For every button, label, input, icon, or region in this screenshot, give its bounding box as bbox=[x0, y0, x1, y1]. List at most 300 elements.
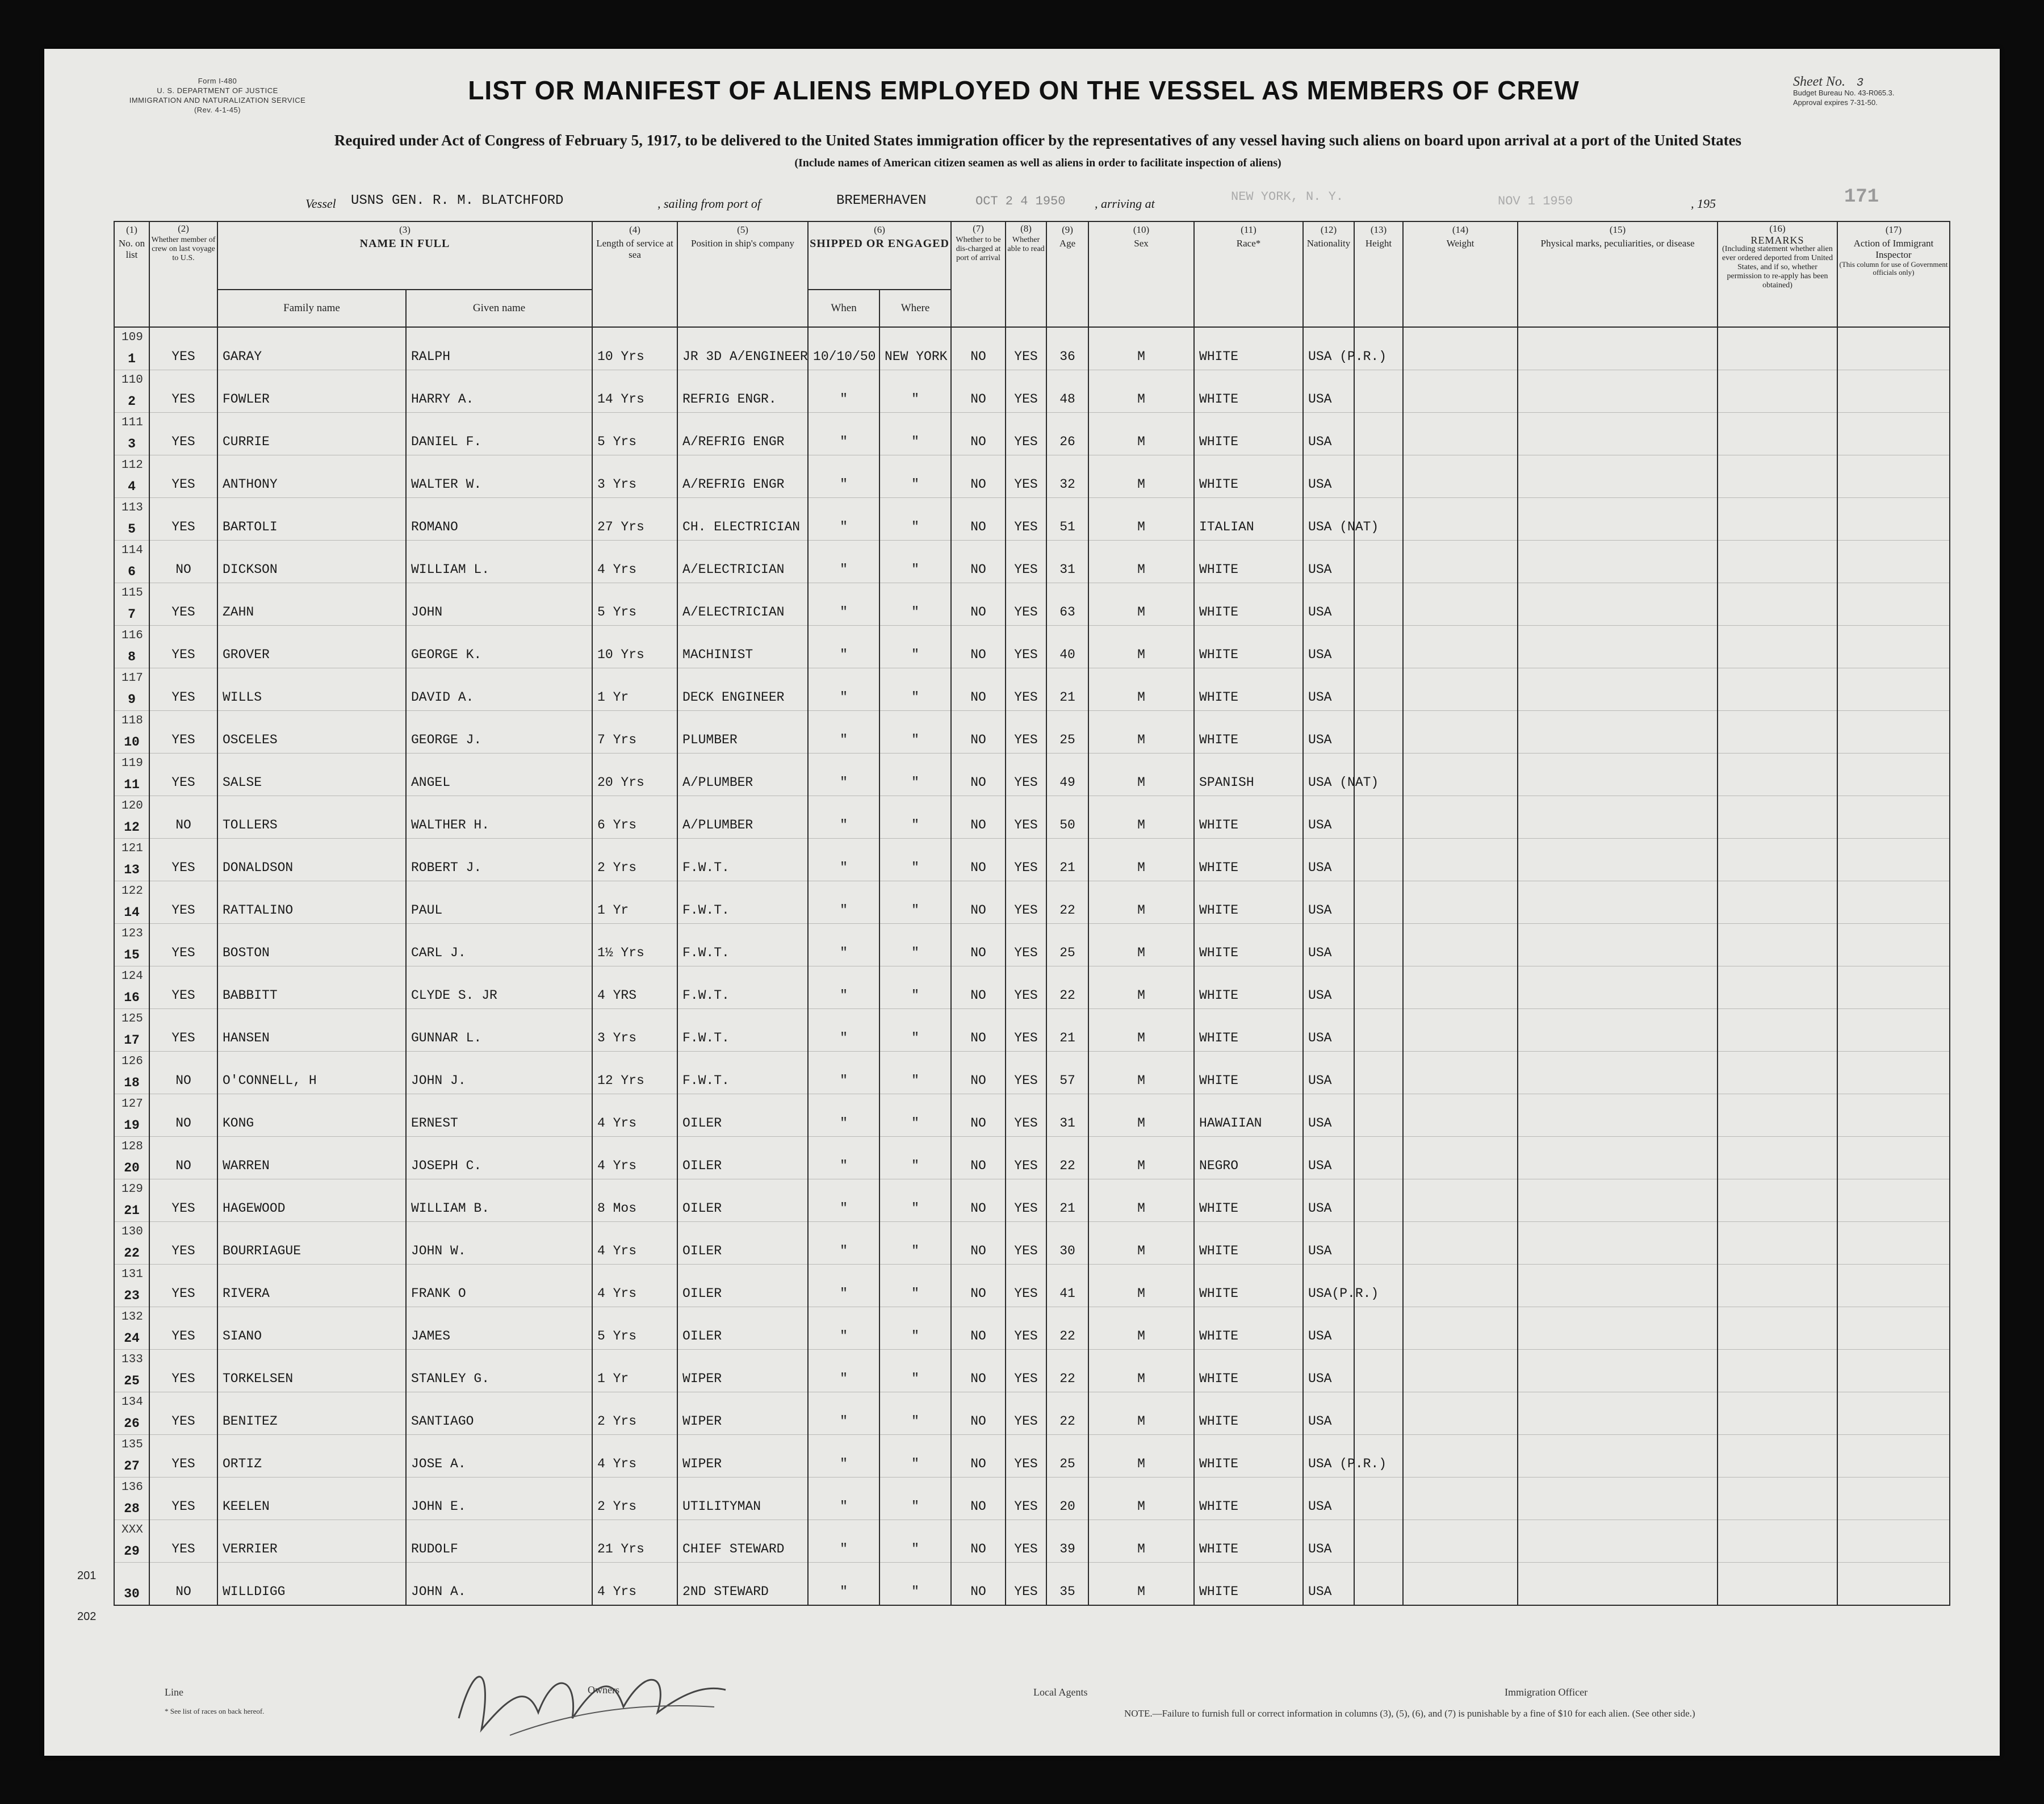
shipped-when-cell bbox=[808, 455, 879, 498]
age-value: 26 bbox=[1059, 434, 1075, 449]
sex-value: M bbox=[1137, 647, 1145, 662]
shipped-where-cell bbox=[879, 754, 951, 796]
family-name-value: WILLDIGG bbox=[223, 1584, 286, 1599]
row-number-value: 9 bbox=[128, 692, 136, 707]
previous-voyage-cell bbox=[149, 327, 217, 370]
shipped-when-value: " bbox=[840, 477, 848, 492]
discharge-cell bbox=[951, 839, 1006, 881]
age-value: 22 bbox=[1059, 1414, 1075, 1429]
table-row bbox=[114, 1265, 1950, 1307]
age-cell bbox=[1046, 924, 1088, 966]
header-previous-voyage: (2) Whether member of crew on last voyage to U.S. bbox=[149, 221, 217, 327]
previous-voyage-cell bbox=[149, 711, 217, 754]
given-name-value: JOHN bbox=[411, 605, 443, 620]
position-value: A/ELECTRICIAN bbox=[682, 562, 785, 577]
height-cell bbox=[1354, 1563, 1403, 1606]
sheet-number: 3 bbox=[1856, 77, 1863, 90]
discharge-cell bbox=[951, 498, 1006, 541]
age-value: 21 bbox=[1059, 860, 1075, 875]
nationality-cell bbox=[1303, 1392, 1354, 1435]
sex-cell bbox=[1088, 370, 1194, 413]
shipped-when-cell bbox=[808, 1009, 879, 1052]
height-cell bbox=[1354, 796, 1403, 839]
previous-voyage-value: YES bbox=[171, 860, 195, 875]
original-list-number: 132 bbox=[122, 1311, 143, 1324]
discharge-value: NO bbox=[970, 562, 986, 577]
position-value: F.W.T. bbox=[682, 988, 730, 1003]
discharge-cell bbox=[951, 668, 1006, 711]
position-cell bbox=[677, 541, 808, 583]
inspector-action-cell bbox=[1837, 1009, 1950, 1052]
table-row bbox=[114, 711, 1950, 754]
shipped-when-cell bbox=[808, 966, 879, 1009]
discharge-value: NO bbox=[970, 1031, 986, 1045]
nationality-value: USA bbox=[1308, 1414, 1332, 1429]
given-name-value: CLYDE S. JR bbox=[411, 988, 497, 1003]
position-cell bbox=[677, 455, 808, 498]
nationality-value: USA bbox=[1308, 647, 1332, 662]
given-name-cell bbox=[406, 498, 592, 541]
family-name-cell bbox=[217, 626, 406, 668]
family-name-value: TOLLERS bbox=[223, 818, 278, 832]
family-name-value: O'CONNELL, H bbox=[223, 1073, 317, 1088]
height-cell bbox=[1354, 1179, 1403, 1222]
service-length-cell bbox=[592, 1052, 677, 1094]
able-to-read-value: YES bbox=[1014, 392, 1038, 407]
able-to-read-cell bbox=[1006, 754, 1046, 796]
footer-owners-label: Owners bbox=[588, 1684, 619, 1696]
family-name-value: ZAHN bbox=[223, 605, 254, 620]
previous-voyage-cell bbox=[149, 1435, 217, 1477]
row-number bbox=[114, 1137, 149, 1179]
form-identifier bbox=[107, 76, 328, 115]
shipped-where-value: " bbox=[911, 1499, 919, 1514]
table-row bbox=[114, 1350, 1950, 1392]
position-value: OILER bbox=[682, 1286, 722, 1301]
physical-marks-cell bbox=[1518, 1392, 1718, 1435]
inspector-action-cell bbox=[1837, 455, 1950, 498]
family-name-value: SALSE bbox=[223, 775, 262, 790]
position-cell bbox=[677, 1520, 808, 1563]
previous-voyage-cell bbox=[149, 839, 217, 881]
shipped-when-value: " bbox=[840, 860, 848, 875]
service-length-value: 5 Yrs bbox=[597, 605, 637, 620]
shipped-when-cell bbox=[808, 711, 879, 754]
form-number: Form I-480 bbox=[198, 77, 237, 85]
race-value: WHITE bbox=[1199, 434, 1239, 449]
position-value: MACHINIST bbox=[682, 647, 753, 662]
inspector-action-cell bbox=[1837, 1179, 1950, 1222]
position-cell bbox=[677, 1094, 808, 1137]
height-cell bbox=[1354, 924, 1403, 966]
shipped-when-cell bbox=[808, 541, 879, 583]
discharge-value: NO bbox=[970, 647, 986, 662]
height-cell bbox=[1354, 966, 1403, 1009]
header-discharge: (7) Whether to be dis-charged at port of arrival bbox=[951, 221, 1006, 327]
able-to-read-value: YES bbox=[1014, 690, 1038, 705]
remarks-cell bbox=[1718, 881, 1837, 924]
row-number bbox=[114, 1350, 149, 1392]
shipped-where-value: " bbox=[911, 1244, 919, 1258]
shipped-when-cell bbox=[808, 327, 879, 370]
shipped-when-value: " bbox=[840, 434, 848, 449]
inspector-action-cell bbox=[1837, 1563, 1950, 1606]
race-cell bbox=[1194, 370, 1303, 413]
height-cell bbox=[1354, 541, 1403, 583]
service: IMMIGRATION AND NATURALIZATION SERVICE bbox=[129, 96, 306, 104]
discharge-cell bbox=[951, 1477, 1006, 1520]
height-cell bbox=[1354, 1307, 1403, 1350]
given-name-cell bbox=[406, 1477, 592, 1520]
family-name-value: DICKSON bbox=[223, 562, 278, 577]
discharge-value: NO bbox=[970, 1456, 986, 1471]
given-name-cell bbox=[406, 711, 592, 754]
service-length-value: 4 Yrs bbox=[597, 562, 637, 577]
nationality-cell bbox=[1303, 1563, 1354, 1606]
race-value: WHITE bbox=[1199, 1542, 1239, 1556]
shipped-where-value: " bbox=[911, 1329, 919, 1343]
shipped-where-value: " bbox=[911, 1584, 919, 1599]
nationality-value: USA bbox=[1308, 733, 1332, 747]
sex-cell bbox=[1088, 498, 1194, 541]
row-number-value: 24 bbox=[124, 1331, 140, 1346]
physical-marks-cell bbox=[1518, 1179, 1718, 1222]
crew-rows bbox=[114, 327, 1950, 1605]
row-number-value: 19 bbox=[124, 1118, 140, 1133]
service-length-value: 2 Yrs bbox=[597, 860, 637, 875]
weight-cell bbox=[1403, 1265, 1518, 1307]
race-value: WHITE bbox=[1199, 1329, 1239, 1343]
weight-cell bbox=[1403, 583, 1518, 626]
family-name-value: DONALDSON bbox=[223, 860, 294, 875]
weight-cell bbox=[1403, 1350, 1518, 1392]
row-number-value: 11 bbox=[124, 777, 140, 792]
inspector-action-cell bbox=[1837, 1265, 1950, 1307]
age-cell bbox=[1046, 1179, 1088, 1222]
shipped-where-cell bbox=[879, 1222, 951, 1265]
able-to-read-cell bbox=[1006, 881, 1046, 924]
service-length-value: 12 Yrs bbox=[597, 1073, 644, 1088]
family-name-value: HAGEWOOD bbox=[223, 1201, 286, 1216]
height-cell bbox=[1354, 668, 1403, 711]
age-cell bbox=[1046, 839, 1088, 881]
previous-voyage-value: NO bbox=[175, 818, 191, 832]
age-cell bbox=[1046, 498, 1088, 541]
able-to-read-value: YES bbox=[1014, 1116, 1038, 1131]
inspector-action-cell bbox=[1837, 1350, 1950, 1392]
family-name-cell bbox=[217, 796, 406, 839]
service-length-value: 4 Yrs bbox=[597, 1158, 637, 1173]
discharge-cell bbox=[951, 1392, 1006, 1435]
nationality-value: USA bbox=[1308, 434, 1332, 449]
service-length-cell bbox=[592, 1265, 677, 1307]
shipped-where-value: " bbox=[911, 647, 919, 662]
original-list-number: 116 bbox=[122, 629, 143, 642]
able-to-read-cell bbox=[1006, 1563, 1046, 1606]
family-name-cell bbox=[217, 1052, 406, 1094]
sex-value: M bbox=[1137, 1329, 1145, 1343]
family-name-cell bbox=[217, 1435, 406, 1477]
sex-cell bbox=[1088, 1520, 1194, 1563]
shipped-when-cell bbox=[808, 1435, 879, 1477]
nationality-value: USA bbox=[1308, 605, 1332, 620]
remarks-cell bbox=[1718, 1265, 1837, 1307]
table-row bbox=[114, 1392, 1950, 1435]
age-cell bbox=[1046, 1137, 1088, 1179]
given-name-value: JOHN E. bbox=[411, 1499, 466, 1514]
remarks-cell bbox=[1718, 1052, 1837, 1094]
shipped-where-value: " bbox=[911, 775, 919, 790]
age-value: 31 bbox=[1059, 562, 1075, 577]
given-name-value: JOSE A. bbox=[411, 1456, 466, 1471]
given-name-value: GEORGE K. bbox=[411, 647, 482, 662]
shipped-when-value: 10/10/50 bbox=[813, 349, 876, 364]
previous-voyage-cell bbox=[149, 924, 217, 966]
original-list-number: 122 bbox=[122, 885, 143, 898]
race-value: WHITE bbox=[1199, 1371, 1239, 1386]
family-name-value: VERRIER bbox=[223, 1542, 278, 1556]
shipped-where-cell bbox=[879, 1563, 951, 1606]
able-to-read-value: YES bbox=[1014, 1456, 1038, 1471]
remarks-cell bbox=[1718, 839, 1837, 881]
inspector-action-cell bbox=[1837, 839, 1950, 881]
physical-marks-cell bbox=[1518, 754, 1718, 796]
position-cell bbox=[677, 1563, 808, 1606]
race-cell bbox=[1194, 796, 1303, 839]
approval-expiry: Approval expires 7-31-50. bbox=[1793, 98, 1878, 107]
original-list-number: 127 bbox=[122, 1098, 143, 1111]
nationality-cell bbox=[1303, 1265, 1379, 1307]
position-cell bbox=[677, 754, 808, 796]
shipped-where-value: " bbox=[911, 1456, 919, 1471]
shipped-where-cell bbox=[879, 1094, 951, 1137]
margin-number-201: 201 bbox=[77, 1569, 97, 1582]
given-name-cell bbox=[406, 839, 592, 881]
sex-value: M bbox=[1137, 775, 1145, 790]
inspector-action-cell bbox=[1837, 1392, 1950, 1435]
year-suffix: , 195 bbox=[1691, 196, 1716, 211]
age-cell bbox=[1046, 1435, 1088, 1477]
able-to-read-value: YES bbox=[1014, 818, 1038, 832]
header-position: (5) Position in ship's company bbox=[677, 221, 808, 327]
previous-voyage-cell bbox=[149, 754, 217, 796]
sex-value: M bbox=[1137, 434, 1145, 449]
weight-cell bbox=[1403, 626, 1518, 668]
service-length-cell bbox=[592, 1222, 677, 1265]
remarks-cell bbox=[1718, 754, 1837, 796]
remarks-cell bbox=[1718, 1350, 1837, 1392]
sailing-date-stamp: OCT 2 4 1950 bbox=[975, 194, 1066, 208]
given-name-cell bbox=[406, 1137, 592, 1179]
footer-races-note: * See list of races on back hereof. bbox=[165, 1707, 265, 1715]
sex-cell bbox=[1088, 1179, 1194, 1222]
shipped-when-cell bbox=[808, 1179, 879, 1222]
previous-voyage-cell bbox=[149, 1520, 217, 1563]
row-number-value: 17 bbox=[124, 1033, 140, 1048]
family-name-cell bbox=[217, 1179, 406, 1222]
given-name-cell bbox=[406, 1563, 592, 1606]
age-cell bbox=[1046, 881, 1088, 924]
race-value: WHITE bbox=[1199, 1031, 1239, 1045]
physical-marks-cell bbox=[1518, 668, 1718, 711]
shipped-where-cell bbox=[879, 626, 951, 668]
original-list-number: 134 bbox=[122, 1396, 143, 1409]
position-value: WIPER bbox=[682, 1371, 722, 1386]
age-cell bbox=[1046, 966, 1088, 1009]
able-to-read-cell bbox=[1006, 1265, 1046, 1307]
shipped-when-cell bbox=[808, 839, 879, 881]
service-length-value: 1 Yr bbox=[597, 690, 629, 705]
sex-value: M bbox=[1137, 1116, 1145, 1131]
discharge-value: NO bbox=[970, 1499, 986, 1514]
discharge-cell bbox=[951, 1052, 1006, 1094]
service-length-value: 4 Yrs bbox=[597, 1116, 637, 1131]
table-row bbox=[114, 413, 1950, 455]
header-age: (9) Age bbox=[1046, 221, 1088, 327]
service-length-cell bbox=[592, 1009, 677, 1052]
age-cell bbox=[1046, 1307, 1088, 1350]
inspector-action-cell bbox=[1837, 711, 1950, 754]
table-row bbox=[114, 455, 1950, 498]
row-number-value: 28 bbox=[124, 1501, 140, 1516]
able-to-read-cell bbox=[1006, 370, 1046, 413]
shipped-when-cell bbox=[808, 1137, 879, 1179]
previous-voyage-cell bbox=[149, 1052, 217, 1094]
shipped-where-cell bbox=[879, 1435, 951, 1477]
age-cell bbox=[1046, 1477, 1088, 1520]
race-value: WHITE bbox=[1199, 903, 1239, 918]
position-cell bbox=[677, 370, 808, 413]
physical-marks-cell bbox=[1518, 498, 1718, 541]
discharge-value: NO bbox=[970, 1584, 986, 1599]
remarks-cell bbox=[1718, 498, 1837, 541]
arrival-date-stamp: NOV 1 1950 bbox=[1498, 194, 1573, 208]
race-cell bbox=[1194, 1222, 1303, 1265]
sex-value: M bbox=[1137, 1584, 1145, 1599]
previous-voyage-cell bbox=[149, 1179, 217, 1222]
service-length-value: 1½ Yrs bbox=[597, 945, 644, 960]
row-number-value: 23 bbox=[124, 1288, 140, 1303]
position-value: OILER bbox=[682, 1116, 722, 1131]
shipped-when-value: " bbox=[840, 818, 848, 832]
race-value: WHITE bbox=[1199, 1414, 1239, 1429]
given-name-value: GUNNAR L. bbox=[411, 1031, 482, 1045]
family-name-cell bbox=[217, 455, 406, 498]
row-number-value: 21 bbox=[124, 1203, 140, 1218]
service-length-cell bbox=[592, 1094, 677, 1137]
nationality-cell bbox=[1303, 1307, 1354, 1350]
remarks-cell bbox=[1718, 1222, 1837, 1265]
previous-voyage-value: YES bbox=[171, 988, 195, 1003]
age-value: 32 bbox=[1059, 477, 1075, 492]
able-to-read-value: YES bbox=[1014, 1371, 1038, 1386]
table-row bbox=[114, 1435, 1950, 1477]
row-number-value: 8 bbox=[128, 650, 136, 664]
race-value: WHITE bbox=[1199, 605, 1239, 620]
able-to-read-value: YES bbox=[1014, 988, 1038, 1003]
service-length-cell bbox=[592, 541, 677, 583]
previous-voyage-value: YES bbox=[171, 1499, 195, 1514]
position-cell bbox=[677, 498, 808, 541]
inspector-action-cell bbox=[1837, 370, 1950, 413]
sex-cell bbox=[1088, 1307, 1194, 1350]
weight-cell bbox=[1403, 1307, 1518, 1350]
shipped-when-value: " bbox=[840, 1116, 848, 1131]
service-length-value: 5 Yrs bbox=[597, 1329, 637, 1343]
able-to-read-value: YES bbox=[1014, 1158, 1038, 1173]
position-value: A/PLUMBER bbox=[682, 775, 753, 790]
previous-voyage-value: YES bbox=[171, 605, 195, 620]
able-to-read-cell bbox=[1006, 626, 1046, 668]
service-length-cell bbox=[592, 1520, 677, 1563]
given-name-cell bbox=[406, 668, 592, 711]
original-list-number: 130 bbox=[122, 1225, 143, 1238]
family-name-cell bbox=[217, 370, 406, 413]
row-number-value: 4 bbox=[128, 479, 136, 494]
sex-cell bbox=[1088, 796, 1194, 839]
physical-marks-cell bbox=[1518, 966, 1718, 1009]
row-number-value: 10 bbox=[124, 735, 140, 750]
row-number-value: 3 bbox=[128, 437, 136, 451]
given-name-cell bbox=[406, 754, 592, 796]
service-length-cell bbox=[592, 455, 677, 498]
shipped-where-cell bbox=[879, 1009, 951, 1052]
age-cell bbox=[1046, 626, 1088, 668]
page-title: LIST OR MANIFEST OF ALIENS EMPLOYED ON THE VESSEL AS MEMBERS OF CREW bbox=[468, 76, 1580, 105]
original-list-number: XXX bbox=[122, 1523, 143, 1537]
race-value: WHITE bbox=[1199, 860, 1239, 875]
able-to-read-value: YES bbox=[1014, 1329, 1038, 1343]
footer bbox=[114, 1684, 1950, 1730]
weight-cell bbox=[1403, 966, 1518, 1009]
discharge-cell bbox=[951, 455, 1006, 498]
position-value: A/REFRIG ENGR bbox=[682, 477, 785, 492]
previous-voyage-value: YES bbox=[171, 1371, 195, 1386]
row-number-value: 30 bbox=[124, 1587, 140, 1601]
service-length-value: 10 Yrs bbox=[597, 647, 644, 662]
discharge-cell bbox=[951, 796, 1006, 839]
remarks-cell bbox=[1718, 413, 1837, 455]
previous-voyage-cell bbox=[149, 455, 217, 498]
header-inspector-action: (17) Action of Immigrant Inspector (This column for use of Government officials only) bbox=[1837, 221, 1950, 327]
shipped-where-cell bbox=[879, 796, 951, 839]
remarks-cell bbox=[1718, 1477, 1837, 1520]
position-cell bbox=[677, 1009, 808, 1052]
given-name-value: ROBERT J. bbox=[411, 860, 482, 875]
able-to-read-value: YES bbox=[1014, 903, 1038, 918]
header-where: Where bbox=[879, 290, 951, 327]
physical-marks-cell bbox=[1518, 455, 1718, 498]
family-name-value: TORKELSEN bbox=[223, 1371, 294, 1386]
footer-local-agents-label: Local Agents bbox=[1033, 1686, 1088, 1698]
nationality-cell bbox=[1303, 1350, 1354, 1392]
row-number bbox=[114, 796, 149, 839]
race-cell bbox=[1194, 626, 1303, 668]
race-cell bbox=[1194, 1137, 1303, 1179]
shipped-when-value: " bbox=[840, 647, 848, 662]
able-to-read-cell bbox=[1006, 966, 1046, 1009]
shipped-when-value: " bbox=[840, 903, 848, 918]
row-number bbox=[114, 881, 149, 924]
able-to-read-cell bbox=[1006, 1137, 1046, 1179]
given-name-cell bbox=[406, 413, 592, 455]
row-number bbox=[114, 1052, 149, 1094]
vessel-line bbox=[44, 186, 2000, 214]
age-value: 31 bbox=[1059, 1116, 1075, 1131]
position-value: OILER bbox=[682, 1244, 722, 1258]
inspector-action-cell bbox=[1837, 881, 1950, 924]
row-number-value: 25 bbox=[124, 1374, 140, 1388]
